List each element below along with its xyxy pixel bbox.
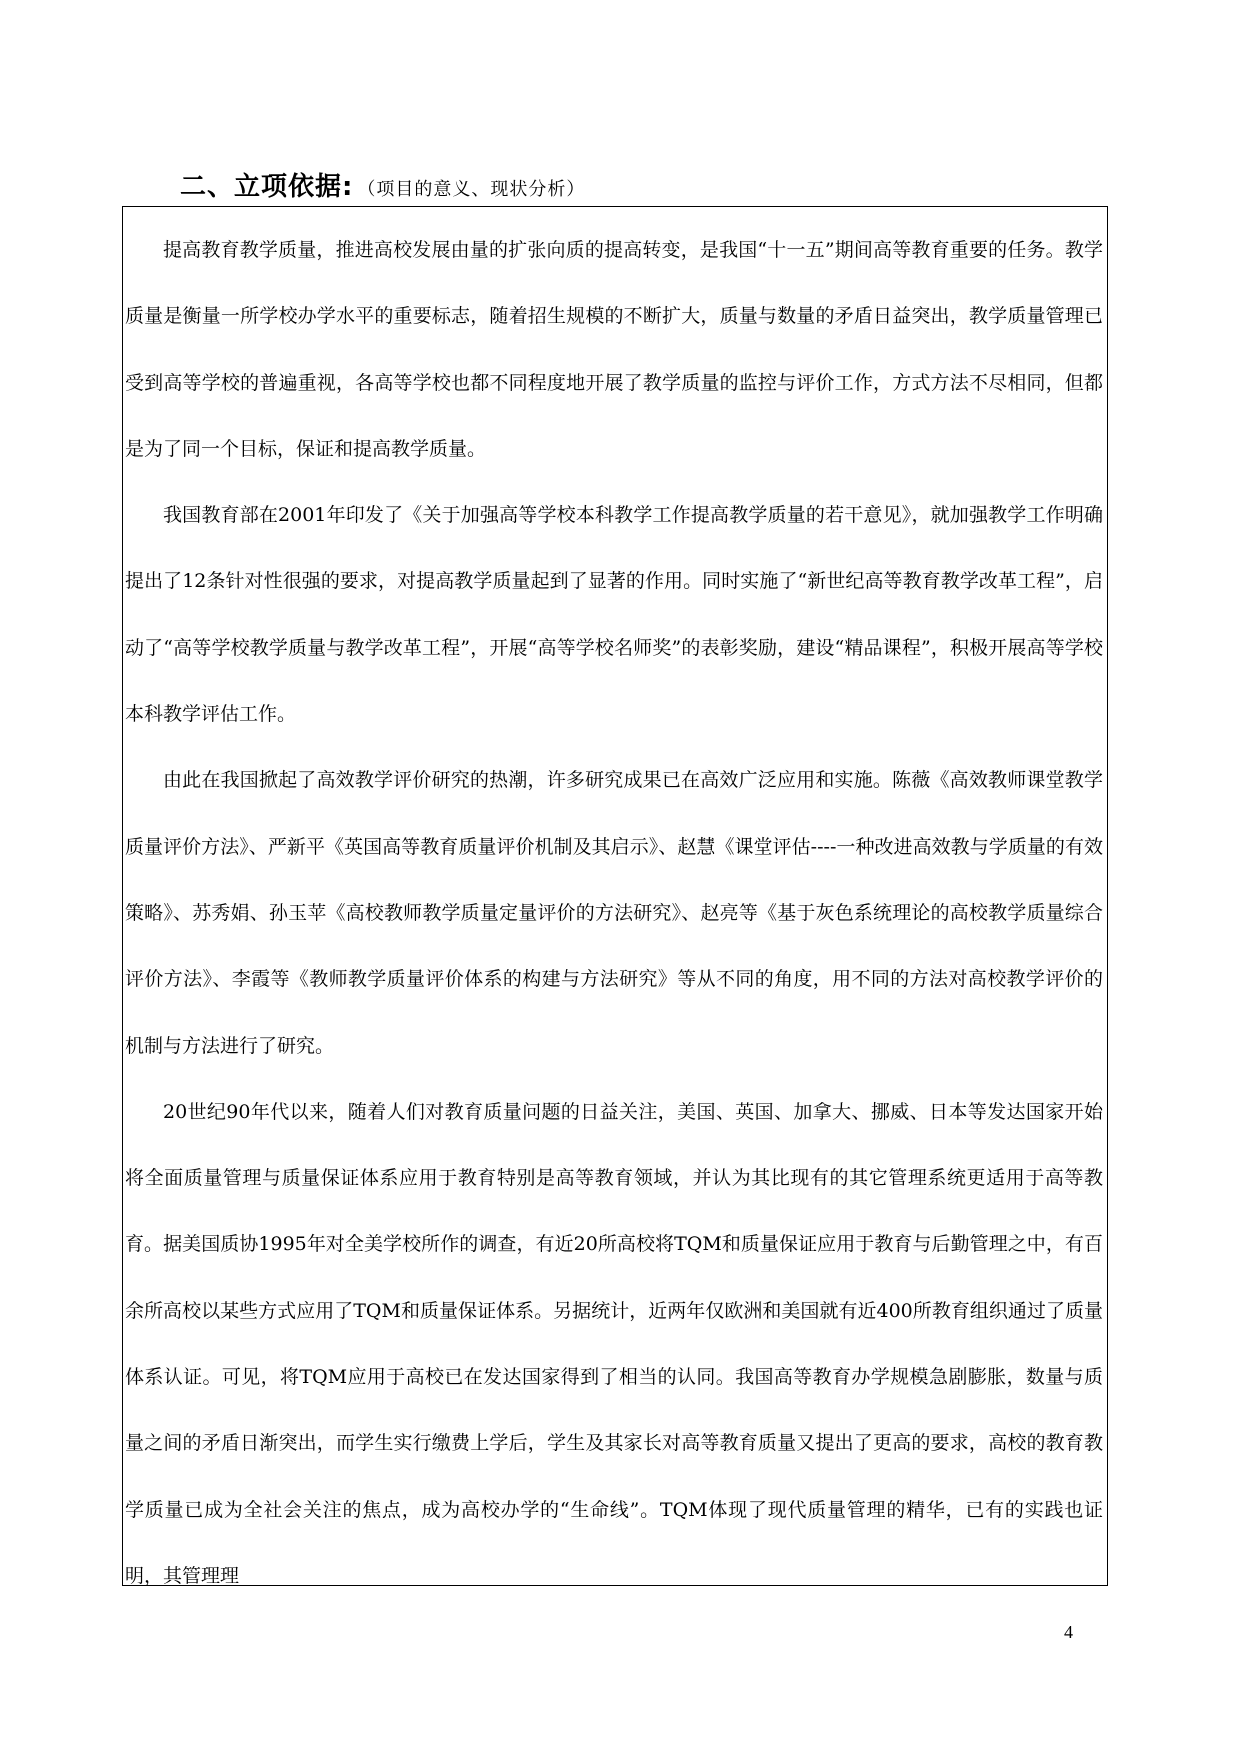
content-box (122, 206, 1108, 1586)
section-heading (180, 166, 585, 210)
section-title: 二、立项依据: (180, 172, 354, 202)
page-number: 4 (1064, 1622, 1073, 1642)
paragraph-tqm-background: 20世纪90年代以来，随着人们对教育质量问题的日益关注，美国、英国、加拿大、挪威、日本等发达国家开始将全面质量管理与质量保证体系应用于教育特别是高等教育领域，并认为其比现有的其它管理系统更适用于高等教育。据美国质协1995年对全美学校所作的调查，有近20所高校将TQM和质量保证应用于教育与后勤管理之中，有百余所高校以某些方式应用了TQM和质量保证体系。另据统计，近两年仅欧洲和美国就有近400所教育组织通过了质量体系认证。可见，将TQM应用于高校已在发达国家得到了相当的认同。我国高等教育办学规模急剧膨胀，数量与质量之间的矛盾日渐突出，而学生实行缴费上学后，学生及其家长对高等教育质量又提出了更高的要求，高校的教育教学质量已成为全社会关注的焦点，成为高校办学的“生命线”。TQM体现了现代质量管理的精华，已有的实践也证明，其管理理 (125, 1100, 1103, 1586)
paragraph-research-review: 由此在我国掀起了高效教学评价研究的热潮，许多研究成果已在高效广泛应用和实施。陈薇《高效教师课堂教学质量评价方法》、严新平《英国高等教育质量评价机制及其启示》、赵慧《课堂评估----一种改进高效教与学质量的有效策略》、苏秀娟、孙玉苹《高校教师教学质量定量评价的方法研究》、赵亮等《基于灰色系统理论的高校教学质量综合评价方法》、李霞等《教师教学质量评价体系的构建与方法研究》等从不同的角度，用不同的方法对高校教学评价的机制与方法进行了研究。 (125, 769, 1103, 1057)
paragraph-ministry-policy: 我国教育部在2001年印发了《关于加强高等学校本科教学工作提高教学质量的若干意见》，就加强教学工作明确提出了12条针对性很强的要求，对提高教学质量起到了显著的作用。同时实施了“新世纪高等教育教学改革工程”，启动了“高等学校教学质量与教学改革工程”，开展“高等学校名师奖”的表彰奖励，建设“精品课程”，积极开展高等学校本科教学评估工作。 (125, 504, 1103, 726)
body-text (123, 217, 1107, 1586)
section-subtitle: （项目的意义、现状分析） (357, 179, 586, 200)
paragraph-significance: 提高教育教学质量，推进高校发展由量的扩张向质的提高转变，是我国“十一五”期间高等教育重要的任务。教学质量是衡量一所学校办学水平的重要标志，随着招生规模的不断扩大，质量与数量的矛盾日益突出，教学质量管理已受到高等学校的普遍重视，各高等学校也都不同程度地开展了教学质量的监控与评价工作，方式方法不尽相同，但都是为了同一个目标，保证和提高教学质量。 (125, 239, 1103, 460)
